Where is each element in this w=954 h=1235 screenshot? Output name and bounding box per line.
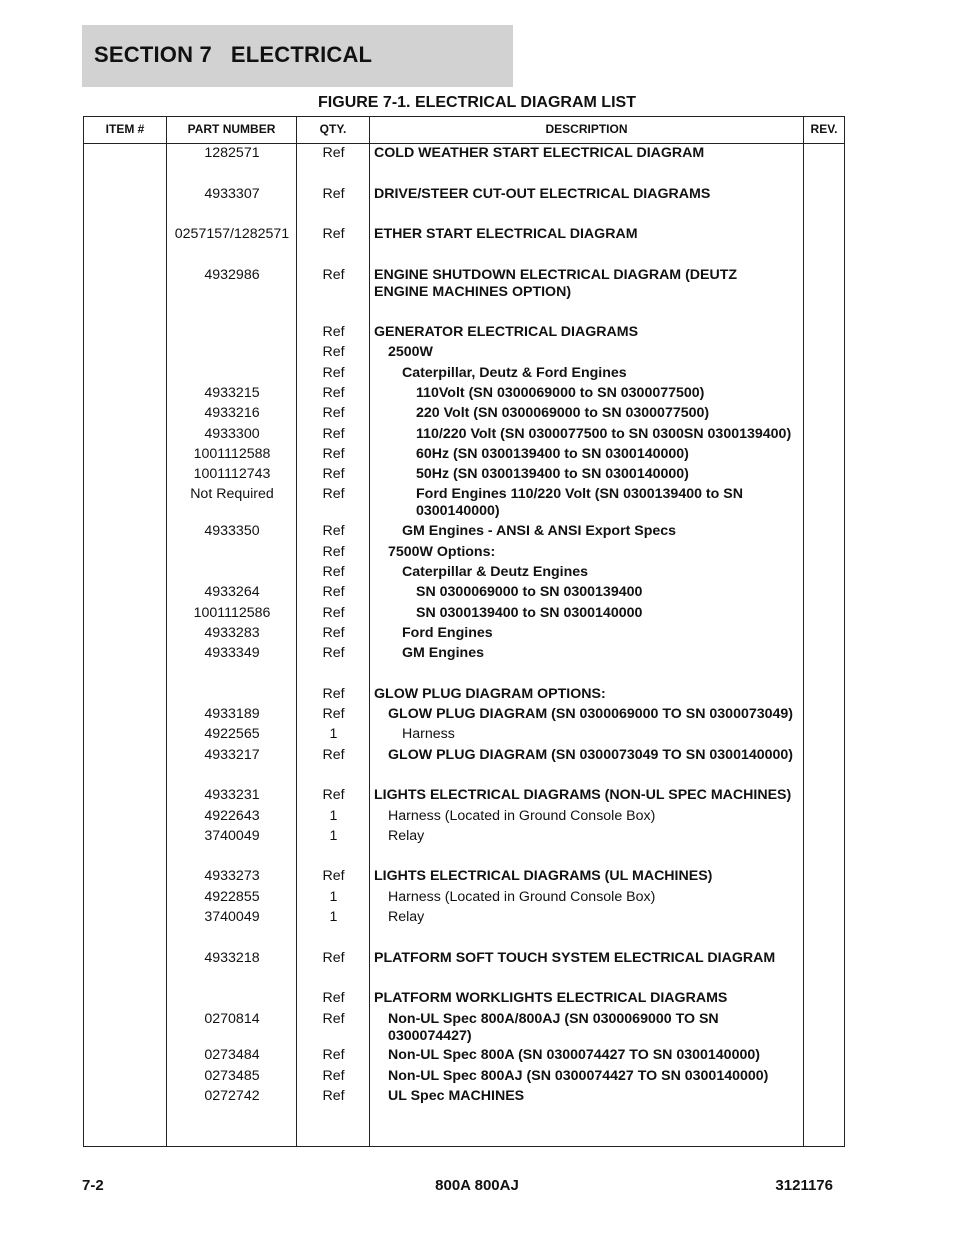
description-cell: LIGHTS ELECTRICAL DIAGRAMS (UL MACHINES) bbox=[374, 868, 713, 885]
description-cell: Harness bbox=[402, 726, 455, 743]
qty-cell: Ref bbox=[322, 384, 345, 401]
description-cell: SN 0300139400 to SN 0300140000 bbox=[416, 604, 643, 621]
part-number-cell: 4933307 bbox=[204, 185, 260, 202]
part-number-cell: 4933273 bbox=[204, 868, 260, 885]
col-header-description: DESCRIPTION bbox=[545, 122, 628, 136]
description-cell: Caterpillar & Deutz Engines bbox=[402, 563, 589, 580]
part-number-cell: 1282571 bbox=[204, 145, 260, 161]
description-cell: SN 0300069000 to SN 0300139400 bbox=[416, 584, 643, 601]
part-number-cell: Not Required bbox=[190, 486, 274, 503]
description-cell: Relay bbox=[388, 909, 425, 925]
qty-cell: Ref bbox=[322, 624, 345, 641]
qty-cell: Ref bbox=[322, 949, 345, 966]
description-cell: 220 Volt (SN 0300069000 to SN 0300077500) bbox=[416, 405, 710, 422]
header-divider bbox=[84, 143, 844, 144]
description-cell: Caterpillar, Deutz & Ford Engines bbox=[402, 364, 627, 381]
description-cell: 2500W bbox=[388, 344, 433, 361]
description-cell: GENERATOR ELECTRICAL DIAGRAMS bbox=[374, 324, 639, 340]
col-header-part-number: PART NUMBER bbox=[187, 122, 276, 136]
part-number-cell: 4932986 bbox=[204, 266, 260, 283]
col-header-rev: REV. bbox=[810, 122, 838, 136]
description-cell: GLOW PLUG DIAGRAM (SN 0300069000 TO SN 0300073049) bbox=[388, 706, 794, 722]
qty-cell: Ref bbox=[322, 324, 345, 340]
section-banner bbox=[82, 25, 513, 87]
part-number-cell: 4933189 bbox=[204, 706, 260, 722]
qty-cell: 1 bbox=[329, 807, 338, 824]
description-cell: Non-UL Spec 800A/800AJ (SN 0300069000 TO SN 0300074427) bbox=[388, 1010, 719, 1044]
part-number-cell: 4922565 bbox=[204, 726, 260, 743]
description-cell: COLD WEATHER START ELECTRICAL DIAGRAM bbox=[374, 145, 705, 161]
part-number-cell: 4933217 bbox=[204, 746, 260, 763]
part-number-cell: 0273485 bbox=[204, 1067, 260, 1084]
part-number-cell: 4933215 bbox=[204, 384, 260, 401]
col-header-qty: QTY. bbox=[319, 122, 347, 136]
qty-cell: Ref bbox=[322, 645, 345, 662]
qty-cell: Ref bbox=[322, 425, 345, 442]
qty-cell: Ref bbox=[322, 266, 345, 283]
description-cell: GM Engines bbox=[402, 645, 484, 662]
description-cell: Non-UL Spec 800AJ (SN 0300074427 TO SN 0300140000) bbox=[388, 1067, 769, 1084]
qty-cell: Ref bbox=[322, 523, 345, 540]
part-number-cell: 4922643 bbox=[204, 807, 260, 824]
qty-cell: Ref bbox=[322, 466, 345, 483]
qty-cell: Ref bbox=[322, 990, 345, 1007]
part-number-cell: 1001112586 bbox=[193, 604, 271, 621]
footer-model: 800A 800AJ bbox=[435, 1177, 519, 1194]
part-number-cell: 0273484 bbox=[204, 1047, 260, 1064]
qty-cell: Ref bbox=[322, 787, 345, 804]
section-title: SECTION 7 ELECTRICAL bbox=[94, 42, 373, 67]
description-cell: Harness (Located in Ground Console Box) bbox=[388, 888, 656, 905]
qty-cell: Ref bbox=[322, 584, 345, 601]
qty-cell: Ref bbox=[322, 486, 345, 503]
qty-cell: Ref bbox=[322, 746, 345, 763]
part-number-cell: 3740049 bbox=[204, 909, 260, 925]
description-cell: 110/220 Volt (SN 0300077500 to SN 0300SN 0300139400) bbox=[416, 425, 792, 442]
part-number-cell: 4933231 bbox=[204, 787, 260, 804]
description-cell: 7500W Options: bbox=[388, 543, 496, 560]
part-number-cell: 4933349 bbox=[204, 645, 260, 662]
footer-page-number: 7-2 bbox=[82, 1177, 104, 1194]
part-number-cell: 4933218 bbox=[204, 949, 260, 966]
description-cell: GLOW PLUG DIAGRAM OPTIONS: bbox=[374, 685, 606, 702]
description-cell: GM Engines - ANSI & ANSI Export Specs bbox=[402, 523, 677, 540]
description-cell: Ford Engines bbox=[402, 624, 493, 641]
description-cell: ENGINE SHUTDOWN ELECTRICAL DIAGRAM (DEUTZ ENGINE MACHINES OPTION) bbox=[374, 266, 738, 300]
description-cell: 60Hz (SN 0300139400 to SN 0300140000) bbox=[416, 445, 689, 462]
qty-cell: Ref bbox=[322, 1047, 345, 1064]
description-cell: Relay bbox=[388, 827, 425, 844]
qty-cell: 1 bbox=[329, 888, 338, 905]
qty-cell: Ref bbox=[322, 145, 345, 161]
figure-title: FIGURE 7-1. ELECTRICAL DIAGRAM LIST bbox=[318, 94, 636, 111]
qty-cell: Ref bbox=[322, 868, 345, 885]
qty-cell: Ref bbox=[322, 344, 345, 361]
qty-cell: Ref bbox=[322, 1088, 345, 1104]
qty-cell: Ref bbox=[322, 364, 345, 381]
part-number-cell: 4933300 bbox=[204, 425, 260, 442]
qty-cell: 1 bbox=[329, 909, 338, 925]
qty-cell: Ref bbox=[322, 563, 345, 580]
part-number-cell: 0270814 bbox=[204, 1010, 260, 1027]
description-cell: 50Hz (SN 0300139400 to SN 0300140000) bbox=[416, 466, 689, 483]
qty-cell: Ref bbox=[322, 185, 345, 202]
qty-cell: Ref bbox=[322, 604, 345, 621]
part-number-cell: 1001112743 bbox=[193, 466, 271, 483]
part-number-cell: 0257157/1282571 bbox=[174, 226, 290, 243]
qty-cell: Ref bbox=[322, 1067, 345, 1084]
description-cell: Non-UL Spec 800A (SN 0300074427 TO SN 0300140000) bbox=[388, 1047, 760, 1064]
qty-cell: Ref bbox=[322, 405, 345, 422]
description-cell: DRIVE/STEER CUT-OUT ELECTRICAL DIAGRAMS bbox=[374, 185, 711, 202]
part-number-cell: 4933283 bbox=[204, 624, 260, 641]
description-cell: Ford Engines 110/220 Volt (SN 0300139400 to SN 0300140000) bbox=[416, 486, 743, 520]
qty-cell: Ref bbox=[322, 445, 345, 462]
qty-cell: Ref bbox=[322, 706, 345, 722]
description-cell: UL Spec MACHINES bbox=[388, 1088, 525, 1104]
qty-cell: Ref bbox=[322, 226, 345, 243]
part-number-cell: 0272742 bbox=[204, 1088, 260, 1104]
qty-cell: 1 bbox=[329, 827, 338, 844]
part-number-cell: 4933350 bbox=[204, 523, 260, 540]
description-cell: LIGHTS ELECTRICAL DIAGRAMS (NON-UL SPEC MACHINES) bbox=[374, 787, 792, 804]
description-cell: 110Volt (SN 0300069000 to SN 0300077500) bbox=[416, 384, 705, 401]
qty-cell: Ref bbox=[322, 685, 345, 702]
description-cell: PLATFORM SOFT TOUCH SYSTEM ELECTRICAL DIAGRAM bbox=[374, 949, 776, 966]
part-number-cell: 3740049 bbox=[204, 827, 260, 844]
col-header-item: ITEM # bbox=[105, 122, 145, 136]
qty-cell: Ref bbox=[322, 1010, 345, 1027]
description-cell: PLATFORM WORKLIGHTS ELECTRICAL DIAGRAMS bbox=[374, 990, 728, 1007]
part-number-cell: 4922855 bbox=[204, 888, 260, 905]
part-number-cell: 4933216 bbox=[204, 405, 260, 422]
description-cell: ETHER START ELECTRICAL DIAGRAM bbox=[374, 226, 638, 243]
qty-cell: 1 bbox=[329, 726, 338, 743]
part-number-cell: 1001112588 bbox=[193, 445, 271, 462]
description-cell: GLOW PLUG DIAGRAM (SN 0300073049 TO SN 0300140000) bbox=[388, 746, 794, 763]
parts-table bbox=[83, 116, 845, 1147]
description-cell: Harness (Located in Ground Console Box) bbox=[388, 807, 656, 824]
footer-doc-number: 3121176 bbox=[775, 1177, 833, 1194]
qty-cell: Ref bbox=[322, 543, 345, 560]
part-number-cell: 4933264 bbox=[204, 584, 260, 601]
